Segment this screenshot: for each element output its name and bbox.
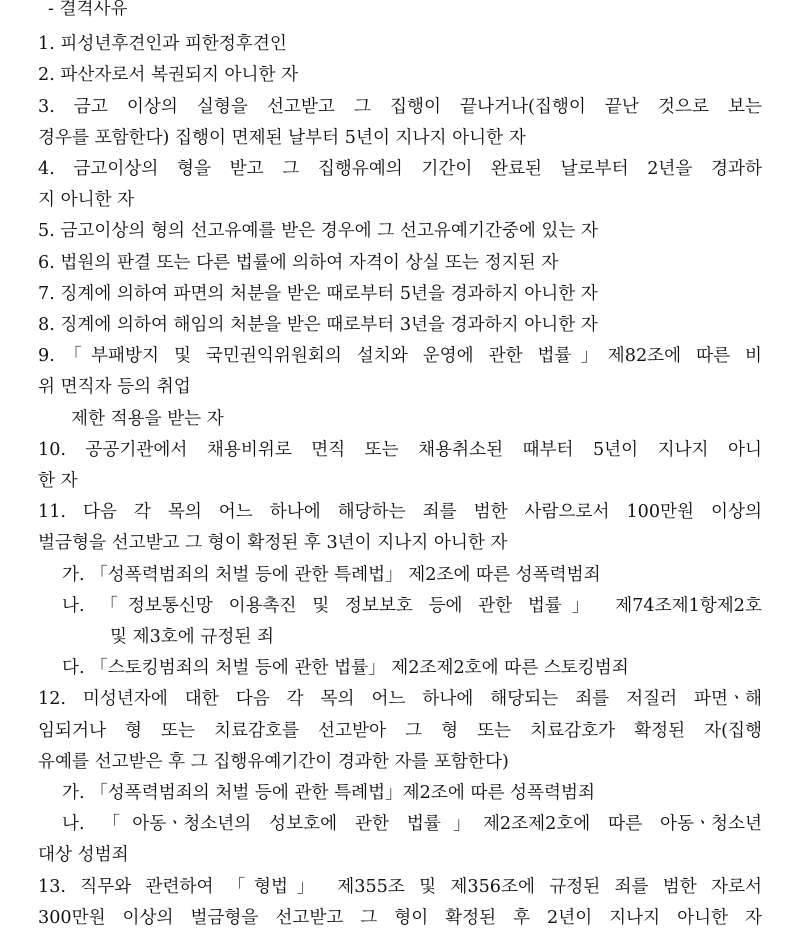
item-4-line-1: 4. 금고이상의 형을 받고 그 집행유예의 기간이 완료된 날로부터 2년을 경과하 [38,159,762,180]
item-1: 1. 피성년후견인과 피한정후견인 [38,34,287,55]
item-11-sub-ga: 가. 「성폭력범죄의 처벌 등에 관한 특례법」 제2조에 따른 성폭력범죄 [62,564,601,585]
item-12-line-1: 12. 미성년자에 대한 다음 각 목의 어느 하나에 해당되는 죄를 저질러 파면ㆍ해 [38,689,762,710]
item-13-line-2: 300만원 이상의 벌금형을 선고받고 그 형이 확정된 후 2년이 지나지 아니한 자 [38,907,762,928]
item-11-line-1: 11. 다음 각 목의 어느 하나에 해당하는 죄를 범한 사람으로서 100만원 이상의 [38,502,762,523]
item-11-line-2: 벌금형을 선고받고 그 형이 확정된 후 3년이 지나지 아니한 자 [38,533,508,554]
item-12-sub-na-line-1: 나. 「아동ㆍ청소년의 성보호에 관한 법률」제2조제2호에 따른 아동ㆍ청소년 [62,814,762,835]
item-12-line-3: 유예를 선고받은 후 그 집행유예기간이 경과한 자를 포함한다) [38,751,509,772]
item-5: 5. 금고이상의 형의 선고유예를 받은 경우에 그 선고유예기간중에 있는 자 [38,221,598,242]
item-11-sub-na-line-1: 나. 「정보통신망 이용촉진 및 정보보호 등에 관한 법률」 제74조제1항제2호 [62,595,762,616]
item-12-sub-ga: 가. 「성폭력범죄의 처벌 등에 관한 특례법」제2조에 따른 성폭력범죄 [62,783,596,804]
section-heading: - 결격사유 [48,0,128,19]
item-12-line-2: 임되거나 형 또는 치료감호를 선고받아 그 형 또는 치료감호가 확정된 자(집행 [38,720,762,741]
item-9-line-1: 9.「부패방지 및 국민권익위원회의 설치와 운영에 관한 법률」제82조에 따른 비 [38,346,762,367]
item-7: 7. 징계에 의하여 파면의 처분을 받은 때로부터 5년을 경과하지 아니한 자 [38,283,598,304]
item-9-line-2: 위 면직자 등의 취업 [38,377,191,398]
item-8: 8. 징계에 의하여 해임의 처분을 받은 때로부터 3년을 경과하지 아니한 자 [38,315,598,336]
item-6: 6. 법원의 판결 또는 다른 법률에 의하여 자격이 상실 또는 정지된 자 [38,252,559,273]
item-11-sub-da: 다. 「스토킹범죄의 처벌 등에 관한 법률」 제2조제2호에 따른 스토킹범죄 [62,658,629,679]
item-3-line-1: 3. 금고 이상의 실형을 선고받고 그 집행이 끝나거나(집행이 끝난 것으로 보는 [38,96,762,117]
item-13-line-1: 13. 직무와 관련하여 「형법」 제355조 및 제356조에 규정된 죄를 범한 자로서 [38,876,762,897]
item-3-line-2: 경우를 포함한다) 집행이 면제된 날부터 5년이 지나지 아니한 자 [38,127,526,148]
item-10-line-1: 10. 공공기관에서 채용비위로 면직 또는 채용취소된 때부터 5년이 지나지 아니 [38,439,762,460]
item-9-line-3: 제한 적용을 받는 자 [71,408,224,429]
item-12-sub-na-line-2: 대상 성범죄 [38,845,129,866]
item-2: 2. 파산자로서 복권되지 아니한 자 [38,65,299,86]
item-11-sub-na-line-2: 및 제3호에 규정된 죄 [110,627,274,648]
item-10-line-2: 한 자 [38,471,78,492]
item-4-line-2: 지 아니한 자 [38,190,135,211]
